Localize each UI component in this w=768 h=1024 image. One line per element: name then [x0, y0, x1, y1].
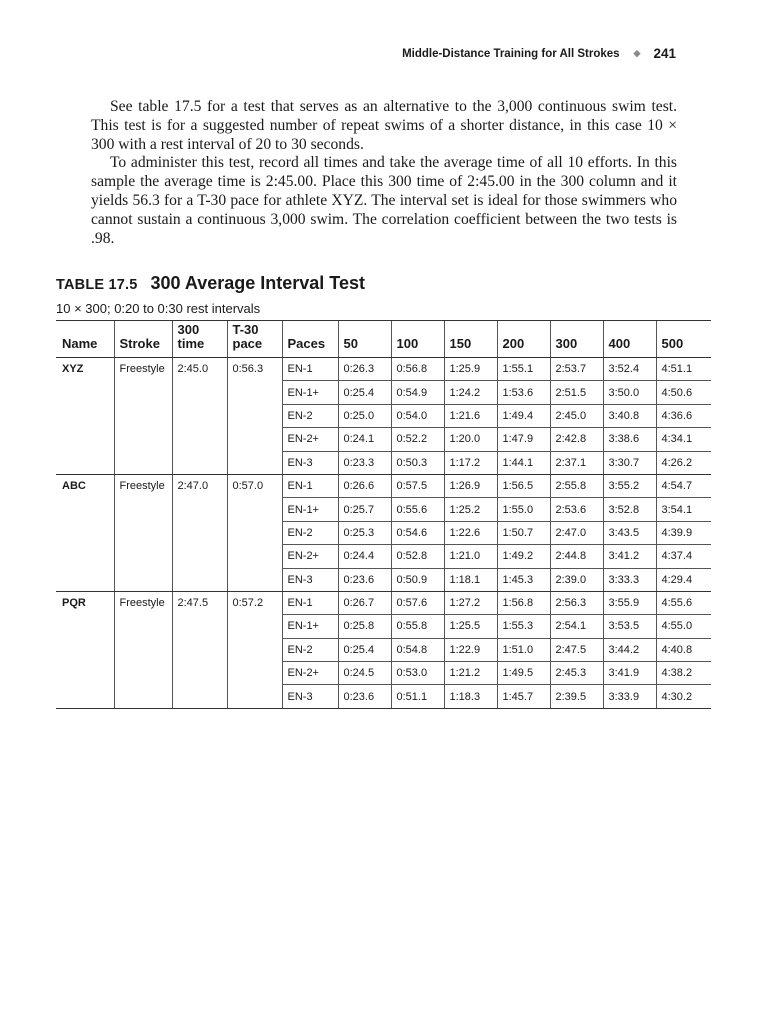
split-time-cell: 0:51.1 [391, 685, 444, 708]
split-time-cell: 0:23.6 [338, 685, 391, 708]
split-time-cell: 1:21.6 [444, 404, 497, 427]
split-time-cell: 3:30.7 [603, 451, 656, 474]
split-time-cell: 0:25.7 [338, 498, 391, 521]
column-header: T-30 pace [227, 321, 282, 358]
running-title: Middle-Distance Training for All Strokes [402, 47, 620, 60]
split-time-cell: 2:37.1 [550, 451, 603, 474]
column-header: 300 [550, 321, 603, 358]
table-row [56, 591, 711, 614]
table-row [56, 358, 711, 381]
split-time-cell: 4:26.2 [656, 451, 711, 474]
split-time-cell: 0:55.8 [391, 615, 444, 638]
split-time-cell: 1:55.0 [497, 498, 550, 521]
split-time-cell: 0:24.1 [338, 428, 391, 451]
column-header: Name [56, 321, 114, 358]
split-time-cell: 3:50.0 [603, 381, 656, 404]
split-time-cell: 2:47.0 [550, 521, 603, 544]
table-label: TABLE 17.5 [56, 277, 138, 293]
split-time-cell: 2:39.0 [550, 568, 603, 591]
split-time-cell: 0:53.0 [391, 662, 444, 685]
split-time-cell: 1:26.9 [444, 474, 497, 497]
stroke-cell: Freestyle [114, 474, 172, 591]
split-time-cell: 2:45.0 [550, 404, 603, 427]
split-time-cell: 1:24.2 [444, 381, 497, 404]
split-time-cell: 1:27.2 [444, 591, 497, 614]
split-time-cell: 4:29.4 [656, 568, 711, 591]
split-time-cell: 0:26.6 [338, 474, 391, 497]
column-header: 150 [444, 321, 497, 358]
split-time-cell: 1:18.3 [444, 685, 497, 708]
split-time-cell: 1:49.2 [497, 545, 550, 568]
t30-pace-cell: 0:56.3 [227, 358, 282, 475]
split-time-cell: 0:25.4 [338, 381, 391, 404]
split-time-cell: 3:41.9 [603, 662, 656, 685]
split-time-cell: 2:47.5 [550, 638, 603, 661]
split-time-cell: 0:25.3 [338, 521, 391, 544]
t30-pace-cell: 0:57.0 [227, 474, 282, 591]
split-time-cell: 1:18.1 [444, 568, 497, 591]
split-time-cell: 1:25.9 [444, 358, 497, 381]
column-header: 200 [497, 321, 550, 358]
pace-label-cell: EN-1 [282, 474, 338, 497]
split-time-cell: 1:55.3 [497, 615, 550, 638]
split-time-cell: 2:39.5 [550, 685, 603, 708]
table-caption [56, 273, 365, 294]
split-time-cell: 4:55.0 [656, 615, 711, 638]
split-time-cell: 0:50.9 [391, 568, 444, 591]
split-time-cell: 1:55.1 [497, 358, 550, 381]
split-time-cell: 1:47.9 [497, 428, 550, 451]
split-time-cell: 0:26.3 [338, 358, 391, 381]
split-time-cell: 2:42.8 [550, 428, 603, 451]
split-time-cell: 0:56.8 [391, 358, 444, 381]
split-time-cell: 3:43.5 [603, 521, 656, 544]
paragraph: To administer this test, record all times and take the average time of all 10 efforts. In this sample the average time is 2:45.00. Place this 300 time of 2:45.00 in the 300 column and it yields 56.3 for a T-30 pace for athlete XYZ. The interval set is ideal for those swimmers who cannot sustain a continuous 3,000 swim. The correlation coefficient between the two tests is .98. [91, 154, 677, 247]
split-time-cell: 1:49.4 [497, 404, 550, 427]
split-time-cell: 2:51.5 [550, 381, 603, 404]
split-time-cell: 0:57.6 [391, 591, 444, 614]
split-time-cell: 4:30.2 [656, 685, 711, 708]
split-time-cell: 0:23.3 [338, 451, 391, 474]
column-header: 500 [656, 321, 711, 358]
pace-label-cell: EN-1+ [282, 615, 338, 638]
column-header: Paces [282, 321, 338, 358]
time-300-cell: 2:47.5 [172, 591, 227, 708]
pace-label-cell: EN-2 [282, 404, 338, 427]
split-time-cell: 1:49.5 [497, 662, 550, 685]
time-300-cell: 2:47.0 [172, 474, 227, 591]
split-time-cell: 0:54.0 [391, 404, 444, 427]
column-header: 50 [338, 321, 391, 358]
split-time-cell: 0:26.7 [338, 591, 391, 614]
split-time-cell: 0:23.6 [338, 568, 391, 591]
split-time-cell: 1:25.5 [444, 615, 497, 638]
athlete-name: ABC [56, 474, 114, 591]
split-time-cell: 1:51.0 [497, 638, 550, 661]
split-time-cell: 1:22.9 [444, 638, 497, 661]
stroke-cell: Freestyle [114, 591, 172, 708]
pace-label-cell: EN-2+ [282, 545, 338, 568]
athlete-name: PQR [56, 591, 114, 708]
pace-label-cell: EN-2 [282, 521, 338, 544]
paragraph: See table 17.5 for a test that serves as an alternative to the 3,000 continuous swim test. This test is for a suggested number of repeat swims of a shorter distance, in this case 10 × 300 with a rest interval of 20 to 30 seconds. [91, 98, 677, 153]
split-time-cell: 2:44.8 [550, 545, 603, 568]
split-time-cell: 0:55.6 [391, 498, 444, 521]
table-body [56, 358, 711, 709]
athlete-name: XYZ [56, 358, 114, 475]
split-time-cell: 2:55.8 [550, 474, 603, 497]
split-time-cell: 1:53.6 [497, 381, 550, 404]
pace-label-cell: EN-2 [282, 638, 338, 661]
pace-label-cell: EN-1 [282, 358, 338, 381]
table-title: 300 Average Interval Test [150, 273, 365, 293]
split-time-cell: 2:45.3 [550, 662, 603, 685]
column-header: Stroke [114, 321, 172, 358]
column-header: 100 [391, 321, 444, 358]
split-time-cell: 0:24.5 [338, 662, 391, 685]
split-time-cell: 1:45.3 [497, 568, 550, 591]
table-subtitle: 10 × 300; 0:20 to 0:30 rest intervals [56, 301, 261, 316]
split-time-cell: 3:38.6 [603, 428, 656, 451]
pace-label-cell: EN-3 [282, 568, 338, 591]
pace-label-cell: EN-2+ [282, 428, 338, 451]
pace-label-cell: EN-1 [282, 591, 338, 614]
pace-label-cell: EN-1+ [282, 498, 338, 521]
split-time-cell: 1:56.8 [497, 591, 550, 614]
pace-label-cell: EN-3 [282, 685, 338, 708]
split-time-cell: 0:57.5 [391, 474, 444, 497]
split-time-cell: 4:34.1 [656, 428, 711, 451]
split-time-cell: 4:39.9 [656, 521, 711, 544]
split-time-cell: 1:17.2 [444, 451, 497, 474]
split-time-cell: 4:37.4 [656, 545, 711, 568]
body-text [91, 98, 677, 248]
running-head [402, 46, 676, 61]
split-time-cell: 1:22.6 [444, 521, 497, 544]
split-time-cell: 4:38.2 [656, 662, 711, 685]
table-header-row [56, 321, 711, 358]
split-time-cell: 4:54.7 [656, 474, 711, 497]
time-300-cell: 2:45.0 [172, 358, 227, 475]
split-time-cell: 3:40.8 [603, 404, 656, 427]
split-time-cell: 3:55.9 [603, 591, 656, 614]
column-header: 300 time [172, 321, 227, 358]
split-time-cell: 1:25.2 [444, 498, 497, 521]
pace-label-cell: EN-3 [282, 451, 338, 474]
split-time-cell: 3:33.3 [603, 568, 656, 591]
split-time-cell: 2:53.6 [550, 498, 603, 521]
split-time-cell: 0:54.6 [391, 521, 444, 544]
split-time-cell: 3:52.8 [603, 498, 656, 521]
pace-label-cell: EN-1+ [282, 381, 338, 404]
stroke-cell: Freestyle [114, 358, 172, 475]
split-time-cell: 4:50.6 [656, 381, 711, 404]
split-time-cell: 0:54.8 [391, 638, 444, 661]
split-time-cell: 3:33.9 [603, 685, 656, 708]
split-time-cell: 3:53.5 [603, 615, 656, 638]
split-time-cell: 0:52.2 [391, 428, 444, 451]
split-time-cell: 3:52.4 [603, 358, 656, 381]
split-time-cell: 0:25.4 [338, 638, 391, 661]
split-time-cell: 0:50.3 [391, 451, 444, 474]
split-time-cell: 0:25.8 [338, 615, 391, 638]
split-time-cell: 3:44.2 [603, 638, 656, 661]
split-time-cell: 4:36.6 [656, 404, 711, 427]
split-time-cell: 1:44.1 [497, 451, 550, 474]
split-time-cell: 0:24.4 [338, 545, 391, 568]
pace-label-cell: EN-2+ [282, 662, 338, 685]
split-time-cell: 2:56.3 [550, 591, 603, 614]
split-time-cell: 2:54.1 [550, 615, 603, 638]
split-time-cell: 1:45.7 [497, 685, 550, 708]
column-header: 400 [603, 321, 656, 358]
split-time-cell: 0:54.9 [391, 381, 444, 404]
split-time-cell: 2:53.7 [550, 358, 603, 381]
split-time-cell: 1:56.5 [497, 474, 550, 497]
split-time-cell: 3:55.2 [603, 474, 656, 497]
split-time-cell: 0:52.8 [391, 545, 444, 568]
split-time-cell: 0:25.0 [338, 404, 391, 427]
t30-pace-cell: 0:57.2 [227, 591, 282, 708]
split-time-cell: 1:50.7 [497, 521, 550, 544]
split-time-cell: 3:54.1 [656, 498, 711, 521]
split-time-cell: 1:21.0 [444, 545, 497, 568]
page-number: 241 [653, 46, 676, 61]
split-time-cell: 4:40.8 [656, 638, 711, 661]
split-time-cell: 1:20.0 [444, 428, 497, 451]
split-time-cell: 1:21.2 [444, 662, 497, 685]
diamond-icon: ◆ [633, 48, 641, 58]
split-time-cell: 4:55.6 [656, 591, 711, 614]
interval-test-table [56, 320, 711, 709]
split-time-cell: 3:41.2 [603, 545, 656, 568]
split-time-cell: 4:51.1 [656, 358, 711, 381]
table-row [56, 474, 711, 497]
